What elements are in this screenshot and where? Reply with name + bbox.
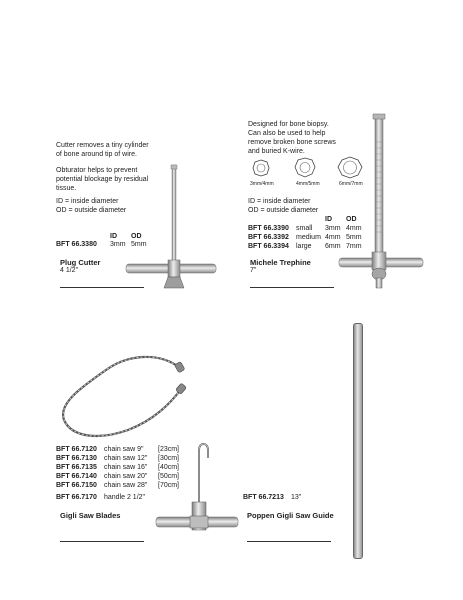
product-code: BFT 66.7150 bbox=[56, 482, 97, 489]
product-code: BFT 66.3392 bbox=[248, 234, 289, 241]
plug-cutter-note-line: tissue. bbox=[56, 185, 77, 192]
id-definition: ID = inside diameter bbox=[56, 198, 119, 205]
trephine-desc-line: remove broken bone screws bbox=[248, 139, 336, 146]
od-value: 5mm bbox=[346, 234, 362, 241]
od-value: 7mm bbox=[346, 243, 362, 250]
plug-cutter-note-line: Obturator helps to prevent bbox=[56, 167, 138, 174]
product-title: Poppen Gigli Saw Guide bbox=[247, 511, 334, 520]
poppen-list-item bbox=[243, 494, 301, 501]
product-desc: handle 2 1/2" bbox=[104, 494, 146, 501]
product-code: BFT 66.7130 bbox=[56, 455, 97, 462]
od-column-header: OD bbox=[346, 216, 357, 223]
id-column-header: ID bbox=[110, 233, 117, 240]
divider-rule bbox=[60, 541, 144, 542]
id-value: 3mm bbox=[110, 241, 126, 248]
product-code: BFT 66.7140 bbox=[56, 473, 97, 480]
product-desc: chain saw 9" bbox=[104, 446, 144, 453]
plug-cutter-image bbox=[118, 160, 218, 295]
trephine-desc-line: Designed for bone biopsy. bbox=[248, 121, 329, 128]
id-column-header: ID bbox=[325, 216, 332, 223]
trephine-description bbox=[248, 120, 336, 156]
product-desc: chain saw 16" bbox=[104, 464, 148, 471]
product-size: 4 1/2" bbox=[60, 267, 79, 274]
product-code: BFT 66.7135 bbox=[56, 464, 97, 471]
plug-cutter-desc-line: Cutter removes a tiny cylinder bbox=[56, 142, 149, 149]
trephine-image bbox=[335, 112, 425, 292]
product-code: BFT 66.3380 bbox=[56, 241, 97, 248]
size-value: medium bbox=[296, 234, 321, 241]
od-column-header: OD bbox=[131, 233, 142, 240]
id-value: 6mm bbox=[325, 243, 341, 250]
gigli-handle-image bbox=[152, 440, 242, 540]
handle-list-item bbox=[56, 494, 145, 501]
product-title: Plug Cutter bbox=[60, 258, 101, 267]
tip-size-label: 3mm/4mm bbox=[250, 181, 274, 187]
id-value: 3mm bbox=[325, 225, 341, 232]
plug-cutter-description bbox=[56, 141, 149, 159]
product-code: BFT 66.7213 bbox=[243, 494, 284, 501]
tip-size-label: 4mm/5mm bbox=[296, 181, 320, 187]
plug-cutter-definitions bbox=[56, 197, 126, 215]
divider-rule bbox=[250, 287, 334, 288]
gigli-chain-saw-image bbox=[58, 340, 198, 450]
product-code: BFT 66.7120 bbox=[56, 446, 97, 453]
tip-size-label: 6mm/7mm bbox=[339, 181, 363, 187]
size-value: large bbox=[296, 243, 312, 250]
product-code: BFT 66.3390 bbox=[248, 225, 289, 232]
poppen-guide-image bbox=[353, 323, 363, 559]
product-length: 7" bbox=[250, 267, 257, 274]
product-code: BFT 66.3394 bbox=[248, 243, 289, 250]
metric-size: [40cm] bbox=[158, 464, 180, 471]
metric-size: [70cm] bbox=[158, 482, 180, 489]
product-title: Michele Trephine bbox=[250, 258, 311, 267]
trephine-definitions bbox=[248, 197, 318, 215]
plug-cutter-desc-line: of bone around tip of wire. bbox=[56, 151, 137, 158]
metric-size: [50cm] bbox=[158, 473, 180, 480]
product-code: BFT 66.7170 bbox=[56, 494, 97, 501]
od-definition: OD = outside diameter bbox=[248, 207, 319, 214]
plug-cutter-note-line: potential blockage by residual bbox=[56, 176, 149, 183]
divider-rule bbox=[247, 541, 331, 542]
product-desc: chain saw 12" bbox=[104, 455, 148, 462]
id-value: 4mm bbox=[325, 234, 341, 241]
trephine-desc-line: Can also be used to help bbox=[248, 130, 326, 137]
metric-size: [30cm] bbox=[158, 455, 180, 462]
product-length: 13" bbox=[291, 494, 302, 501]
size-value: small bbox=[296, 225, 313, 232]
od-value: 4mm bbox=[346, 225, 362, 232]
product-title: Gigli Saw Blades bbox=[60, 511, 121, 520]
od-value: 5mm bbox=[131, 241, 147, 248]
metric-size: [23cm] bbox=[158, 446, 180, 453]
product-desc: chain saw 28" bbox=[104, 482, 148, 489]
id-definition: ID = inside diameter bbox=[248, 198, 311, 205]
product-desc: chain saw 20" bbox=[104, 473, 148, 480]
trephine-desc-line: and buried K-wire. bbox=[248, 148, 305, 155]
od-definition: OD = outside diameter bbox=[56, 207, 127, 214]
